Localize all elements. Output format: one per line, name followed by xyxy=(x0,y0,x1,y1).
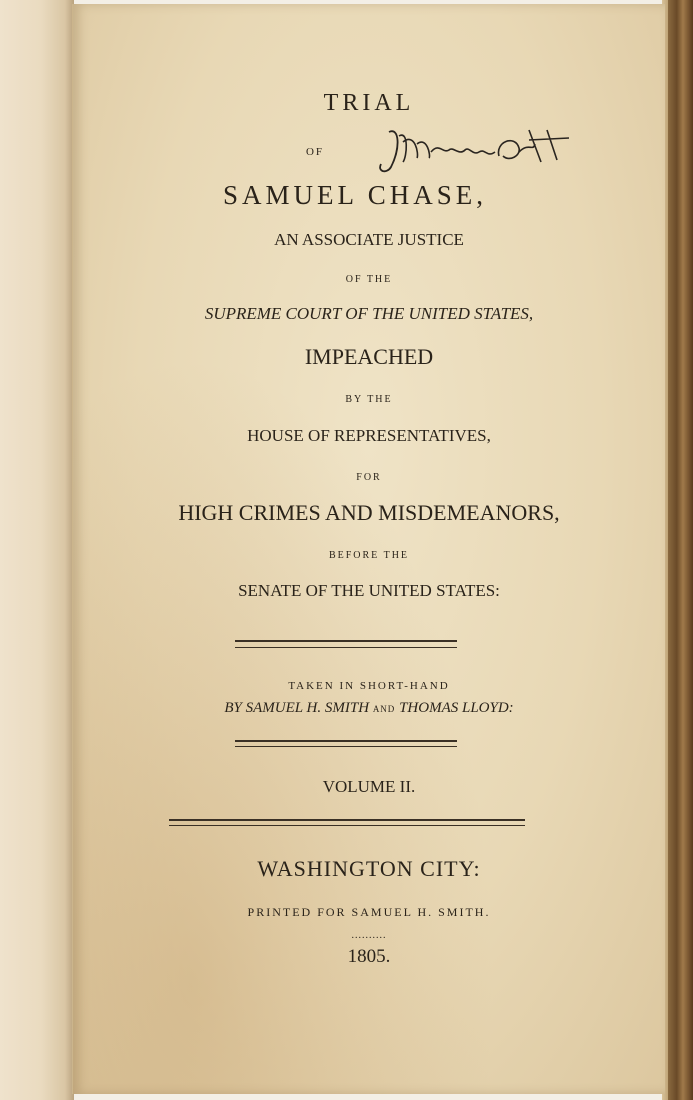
title-taken: TAKEN IN SHORT-HAND xyxy=(288,680,450,692)
handwritten-signature xyxy=(369,122,579,182)
title-crimes: HIGH CRIMES AND MISDEMEANORS, xyxy=(178,500,560,525)
title-printed: PRINTED FOR SAMUEL H. SMITH. xyxy=(247,905,491,919)
title-name: SAMUEL CHASE, xyxy=(222,180,488,210)
byline-part2: THOMAS LLOYD: xyxy=(399,700,514,716)
rule-lower-1 xyxy=(169,819,525,821)
title-trial: TRIAL xyxy=(323,90,415,116)
rule-middle-2 xyxy=(235,746,457,747)
title-impeached: IMPEACHED xyxy=(304,344,434,369)
title-page xyxy=(72,4,665,1094)
title-court: SUPREME COURT OF THE UNITED STATES, xyxy=(204,304,534,323)
title-by-the: BY THE xyxy=(345,394,393,405)
title-of-the: OF THE xyxy=(345,274,393,285)
rule-upper-1 xyxy=(235,640,457,642)
title-house: HOUSE OF REPRESENTATIVES, xyxy=(247,426,491,445)
rule-lower-2 xyxy=(169,825,525,826)
title-senate: SENATE OF THE UNITED STATES: xyxy=(238,581,500,600)
book-spine xyxy=(668,0,693,1100)
title-byline xyxy=(73,700,665,717)
title-dots: .......... xyxy=(351,930,387,941)
facing-endpaper xyxy=(0,0,74,1100)
byline-and: AND xyxy=(372,704,396,714)
title-year: 1805. xyxy=(347,946,391,967)
rule-upper-2 xyxy=(235,647,457,648)
title-volume: VOLUME II. xyxy=(322,777,416,796)
rule-middle-1 xyxy=(235,740,457,742)
title-associate: AN ASSOCIATE JUSTICE xyxy=(274,230,464,249)
title-for: FOR xyxy=(356,472,382,483)
title-city: WASHINGTON CITY: xyxy=(257,856,481,881)
byline-part1: BY SAMUEL H. SMITH xyxy=(224,700,370,716)
title-before-the: BEFORE THE xyxy=(328,550,410,561)
title-of: OF xyxy=(305,146,325,158)
